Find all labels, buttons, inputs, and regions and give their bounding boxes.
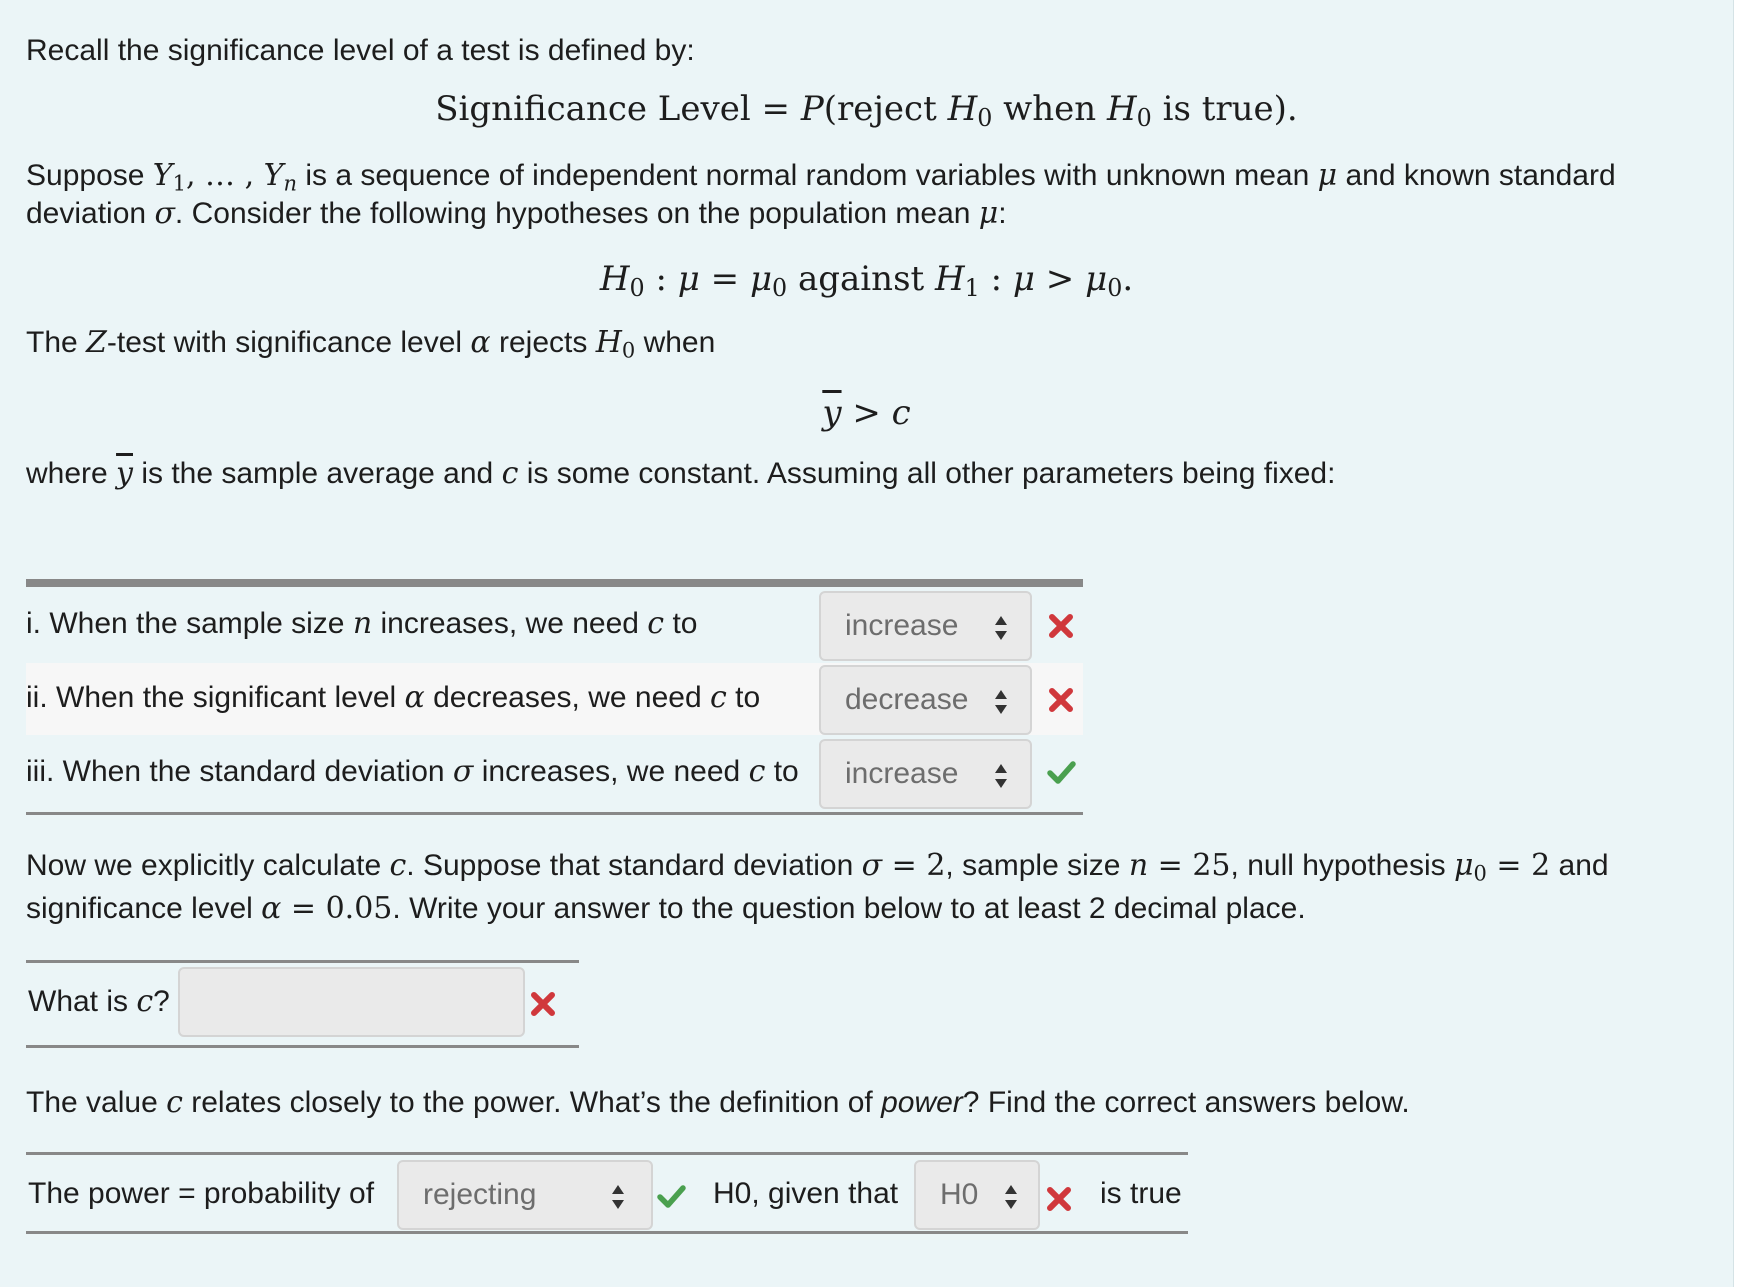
- ztest-description: The Z-test with significance level α rejects $H_0$ when: [26, 325, 716, 363]
- table-bottom-rule: [26, 812, 1083, 815]
- correct-check-icon: [656, 1181, 686, 1211]
- question-row-3: [26, 737, 1083, 809]
- sequence-description-line2: deviation σ. Consider the following hypotheses on the population mean μ:: [26, 196, 1007, 231]
- c-question-top-rule: [26, 960, 579, 963]
- question-text: ii. When the significant level α decreases, we need c to: [26, 680, 761, 715]
- power-bottom-rule: [26, 1231, 1188, 1234]
- c-question-label: What is c?: [28, 984, 170, 1019]
- power-definition-label: The power = probability of: [28, 1177, 375, 1210]
- table-top-rule: [26, 579, 1083, 587]
- updown-arrow-icon: [994, 615, 1008, 641]
- answer-select-3[interactable]: increase: [819, 739, 1032, 809]
- intro-text: Recall the significance level of a test is defined by:: [26, 34, 695, 67]
- power-top-rule: [26, 1152, 1188, 1155]
- incorrect-x-icon: [528, 989, 558, 1019]
- calculation-description-line2: significance level α = 0.05. Write your answer to the question below to at least 2 decimal place.: [26, 891, 1306, 926]
- power-hypothesis-select[interactable]: H0: [914, 1160, 1040, 1230]
- answer-select-2[interactable]: decrease: [819, 665, 1032, 735]
- sequence-description-line1: Suppose $Y_1$, … , $Y_n$ is a sequence of independent normal random variables with unknown mean μ and known standard: [26, 158, 1616, 196]
- power-intro-text: The value c relates closely to the power. What’s the definition of power? Find the correct answers below.: [26, 1085, 1410, 1120]
- rejection-rule: $\overline{y} > c$: [822, 393, 911, 433]
- incorrect-x-icon: [1046, 685, 1076, 715]
- question-row-2: [26, 663, 1083, 735]
- power-given-label: H0, given that: [713, 1177, 899, 1210]
- c-answer-input[interactable]: [178, 967, 525, 1037]
- hypotheses-display: $H_0$ : $\mu = \mu_0$ against $H_1$ : $\mu > \mu_0$.: [599, 259, 1134, 302]
- updown-arrow-icon: [994, 689, 1008, 715]
- power-is-true-label: is true: [1100, 1177, 1182, 1210]
- power-event-select[interactable]: rejecting: [397, 1160, 653, 1230]
- question-text: iii. When the standard deviation σ increases, we need c to: [26, 754, 799, 789]
- updown-arrow-icon: [1004, 1184, 1018, 1210]
- incorrect-x-icon: [1044, 1184, 1074, 1214]
- question-text: i. When the sample size n increases, we need c to: [26, 606, 698, 641]
- correct-check-icon: [1046, 757, 1076, 787]
- significance-definition: Significance Level = P(reject $H_0$ when $H_0$ is true).: [435, 89, 1298, 132]
- question-row-1: [26, 589, 1083, 661]
- where-description: where $\overline{y}$ is the sample average and c is some constant. Assuming all other parameters being fixed:: [26, 456, 1336, 491]
- incorrect-x-icon: [1046, 611, 1076, 641]
- answer-select-1[interactable]: increase: [819, 591, 1032, 661]
- c-question-bottom-rule: [26, 1045, 579, 1048]
- calculation-description-line1: Now we explicitly calculate c. Suppose that standard deviation σ = 2, sample size n = 25, null hypothesis $\mu_0 = 2$ and: [26, 848, 1609, 886]
- updown-arrow-icon: [611, 1184, 625, 1210]
- updown-arrow-icon: [994, 763, 1008, 789]
